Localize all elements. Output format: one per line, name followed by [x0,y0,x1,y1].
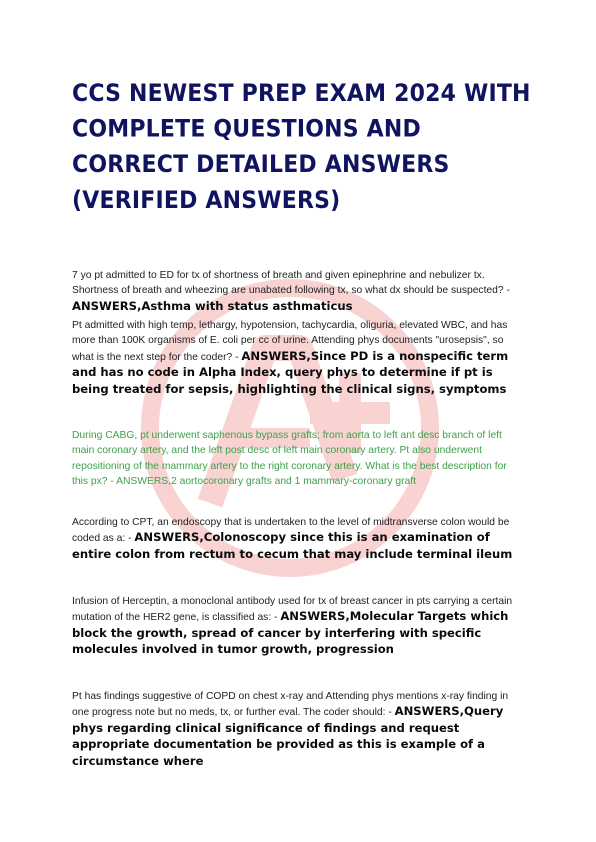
question-text: Pt admitted with high temp, lethargy, hypotension, tachycardia, oliguria, elevated WBC, and has more than 100K organisms of E. coli per cc of urine. Attending phys documents "urosepsis", so what is the next step for the coder? - [72,320,508,363]
document-title: CCS NEWEST PREP EXAM 2024 WITH COMPLETE QUESTIONS AND CORRECT DETAILED ANSWERS (VERIFIED ANSWERS) [72,80,531,215]
qa-item-5 [72,594,524,659]
answer-text: ANSWERS,2 aortocoronary grafts and 1 mammary-coronary graft [116,476,416,488]
question-text: 7 yo pt admitted to ED for tx of shortness of breath and given epinephrine and nebulizer tx. Shortness of breath and wheezing are unabated following tx, so what dx should be suspected? - [72,270,510,297]
answer-text: ANSWERS,Since PD is a nonspecific term and has no code in Alpha Index, query phys to determine if pt is being treated for sepsis, highlighting the clinical signs, symptoms [72,348,509,396]
question-text: Infusion of Herceptin, a monoclonal antibody used for tx of breast cancer in pts carrying a certain mutation of the HER2 gene, is classified as: - [72,596,513,624]
question-text: According to CPT, an endoscopy that is undertaken to the level of midtransverse colon would be coded as a: - [72,517,510,545]
answer-text: ANSWERS,Query phys regarding clinical significance of findings and request appropriate documentation be provided as this is example of a circumstance where [72,704,504,768]
qa-item-2 [72,318,524,398]
answer-text: ANSWERS,Asthma with status asthmaticus [72,298,353,313]
answer-text: ANSWERS,Colonoscopy since this is an examination of entire colon from rectum to cecum that may include terminal ileum [72,530,513,561]
question-text: Pt has findings suggestive of COPD on chest x-ray and Attending phys mentions x-ray finding in one progress note but no meds, tx, or further eval. The coder should: - [72,691,509,719]
answer-text: ANSWERS,Molecular Targets which block the growth, spread of cancer by interfering with specific molecules involved in tumor growth, progression [72,609,509,657]
qa-item-4 [72,515,524,563]
qa-item-1 [72,268,524,315]
qa-item-6 [72,689,524,770]
qa-item-3 [72,428,524,490]
question-text: During CABG, pt underwent saphenous bypass grafts; from aorta to left ant desc branch of left main coronary artery, and the left post desc of left main coronary artery. Pt also underwent repositioning of the mammary artery to the right coronary artery. What is the best description for this px? - [72,430,507,488]
